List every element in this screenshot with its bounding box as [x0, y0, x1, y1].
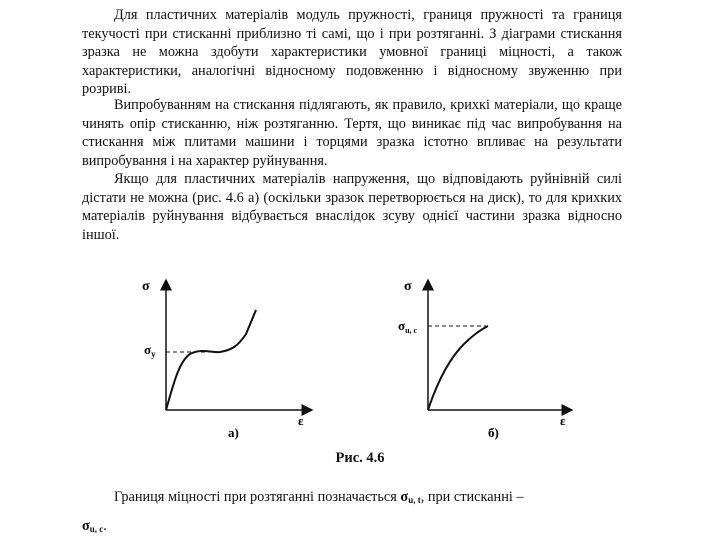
bottom-paragraph [82, 484, 622, 542]
diagram-a-x-label: ε [298, 413, 304, 428]
paragraph-2-text: Випробуванням на стискання підлягають, як правило, крихкі матеріали, що краще чинять опір стисканню, ніж розтяганню. Тертя, що виникає під час випробування на стискання між плитами машини і торцями зразка істотно впливає на результати випробування і на характер руйнування. [82, 97, 622, 169]
bottom-text-end: . [103, 518, 107, 534]
diagram-b-strength-label: $\sigma_{u, c}$ [398, 318, 418, 335]
diagram-b-curve [428, 326, 488, 410]
diagram-a-yield-label: $\sigma_y$ [144, 342, 156, 359]
diagram-b-x-label: ε [560, 413, 566, 428]
paragraph-1 [82, 6, 622, 99]
diagram-b-y-label: σ [404, 279, 412, 294]
diagram-b-panel-label: б) [488, 425, 499, 440]
diagram-b [398, 279, 572, 440]
sigma-uc-symbol: $\sigma_{u, c}$ [82, 518, 104, 534]
paragraph-2 [82, 96, 622, 170]
paragraph-3 [82, 170, 622, 244]
bottom-text-middle: , при стисканні – [420, 489, 524, 505]
figure-caption: Рис. 4.6 [335, 450, 385, 466]
diagram-a-panel-label: а) [228, 425, 239, 440]
paragraph-3-text: Якщо для пластичних матеріалів напруження, що відповідають руйнівній силі дістати не можна (рис. 4.6 а) (оскільки зразок перетворюється на диск), то для крихких матеріалів руйнування відбувається внаслідок зсуву однієї частини зразка відносно іншої. [82, 171, 622, 243]
diagram-a-y-label: σ [142, 279, 150, 294]
sigma-ut-symbol: $\sigma_{u, t}$ [400, 489, 421, 505]
figure-4-6 [120, 262, 580, 447]
paragraph-1-text: Для пластичних матеріалів модуль пружності, границя пружності та границя текучості при стисканні приблизно ті самі, що і при розтяганні. З діаграми стискання зразка не можна здобути характеристики умовної границі міцності, а також характеристики, аналогічні відносному подовженню і відносному звуженню при розриві. [82, 7, 622, 97]
diagram-a [142, 279, 312, 440]
bottom-text-start: Границя міцності при розтяганні позначається [114, 489, 401, 505]
diagram-a-curve [166, 310, 256, 410]
